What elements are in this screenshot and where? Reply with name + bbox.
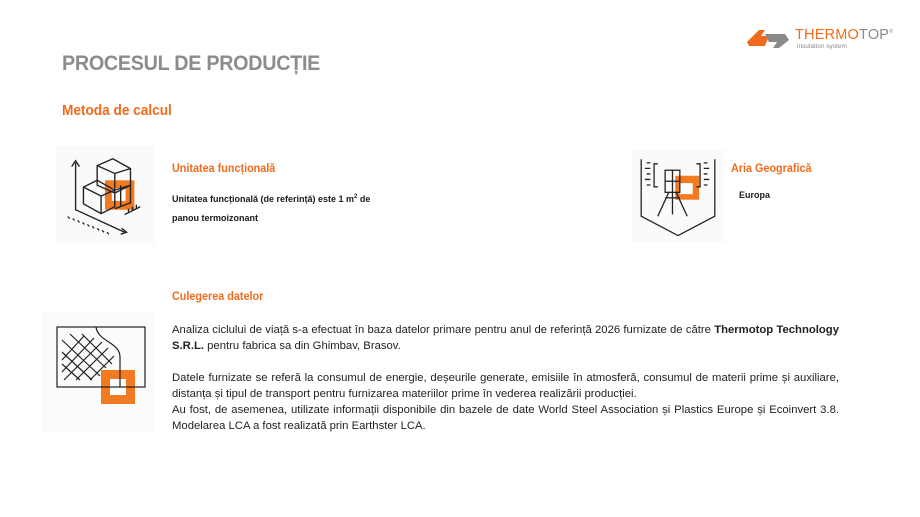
geographic-area-heading: Aria Geografică [731,163,812,175]
logo-wordmark: THERMOTOP® [795,27,894,43]
surveying-tripod-icon [632,150,724,242]
company-name: Thermotop Technology S.R.L. [172,324,839,352]
page-title: PROCESUL DE PRODUCȚIE [62,52,321,75]
logo-tagline: insulation system [797,43,847,50]
data-collection-heading: Culegerea datelor [172,291,264,303]
geographic-area-value: Europa [739,190,771,200]
stacked-boxes-icon [56,146,154,244]
thermotop-logo-mark-icon [745,24,795,54]
functional-unit-heading: Unitatea funcțională [172,163,276,175]
data-collection-paragraph-2: Datele furnizate se referă la consumul de energie, deșeurile generate, emisiile în atmosferă, consumul de materii prime și auxiliare, distanța și tipul de transport pentru furnizarea materiilor prime în vederea realizării producției. Au fost, de asemenea, utilizate informații disponibile din bazele de date World Steel Association și Plastics Europe și Ecoinvert 3.8. Modelarea LCA a fost realizată prin Earthster LCA. [172,372,839,432]
functional-unit-text: Unitatea funcțională (de referință) este 1 $m^2$ de [172,194,371,204]
functional-unit-text-line2: panou termoizonant [172,213,258,223]
section-subtitle: Metoda de calcul [62,103,172,119]
data-collection-paragraph-1: Analiza ciclului de viață s-a efectuat în baza datelor primare pentru anul de referință 2026 furnizate de către Thermotop Technology S.R.L. pentru fabrica sa din Ghimbav, Brasov. [172,324,839,352]
map-grid-icon [42,312,154,432]
data-collection-body [172,322,839,434]
